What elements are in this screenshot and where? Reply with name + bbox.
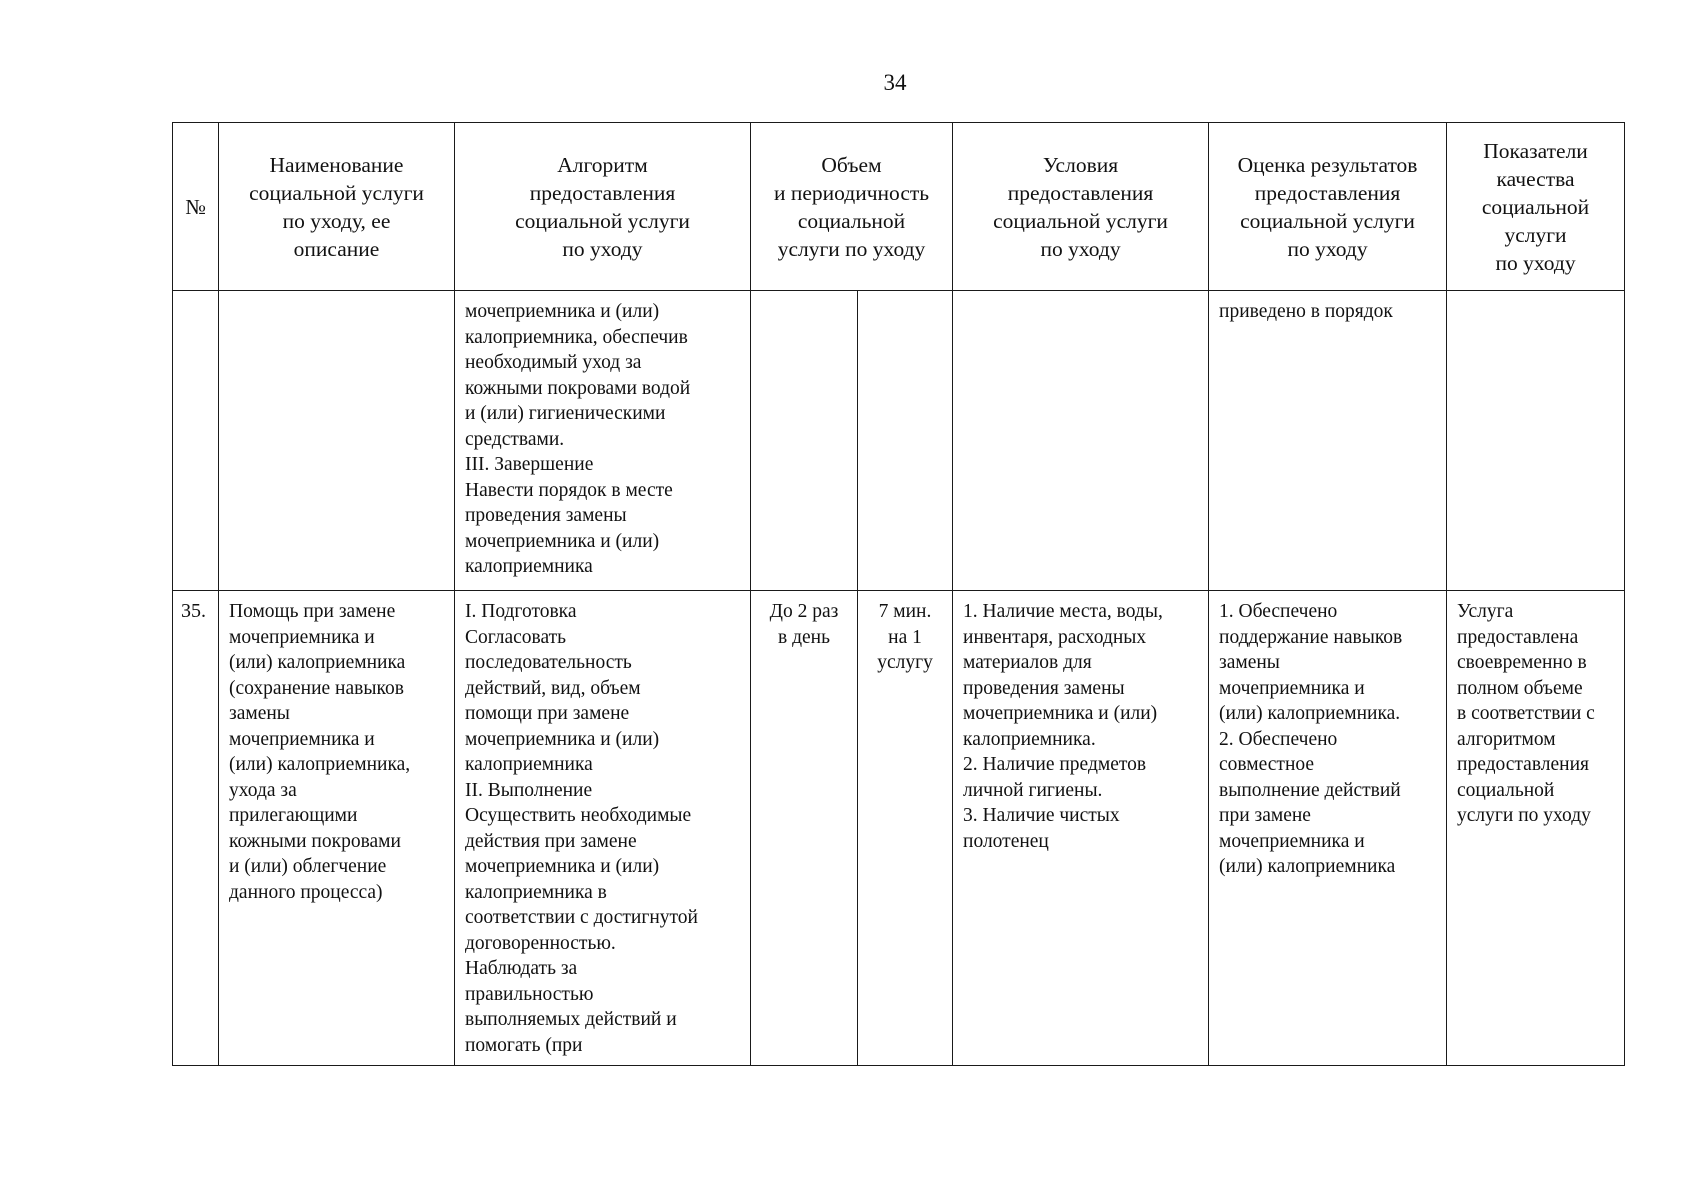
header-evaluation (1209, 123, 1447, 291)
cell-text-line: мочеприемника и (1219, 677, 1365, 699)
row35-name-cell (219, 591, 455, 1066)
cell-text-line: выполнение действий (1219, 779, 1401, 801)
cell-text-line: услуги (1504, 222, 1567, 247)
cont-quality-cell (1447, 291, 1625, 591)
cell-text-line: кожными покровами (229, 830, 401, 852)
cell-text-line: помогать (при (465, 1034, 583, 1056)
cell-text-line: описание (293, 236, 380, 261)
cell-text-line: Навести порядок в месте (465, 479, 673, 501)
table-row-35 (173, 591, 1625, 1066)
cell-text-line: мочеприемника и (229, 728, 375, 750)
cell-text-line: Показатели (1483, 138, 1588, 163)
cell-text-line: мочеприемника и (1219, 830, 1365, 852)
cell-text-line: I. Подготовка (465, 601, 577, 622)
cont-conditions-cell (953, 291, 1209, 591)
cell-text-line: Осуществить необходимые (465, 805, 692, 826)
cell-text-line: Помощь при замене (229, 601, 396, 622)
cell-text-line: мочеприемника и (229, 626, 375, 648)
cell-text-line: в день (778, 626, 830, 648)
cell-text-line: при замене (1219, 805, 1311, 826)
cell-text-line: мочеприемника и (или) (465, 856, 660, 877)
cell-text-line: (или) калоприемника (1219, 856, 1396, 877)
cell-text-line: полотенец (963, 830, 1049, 852)
row35-quality-cell (1447, 591, 1625, 1066)
row35-num-cell: 35. (173, 591, 219, 1066)
cell-text-line: средствами. (465, 428, 565, 450)
cell-text-line: по уходу (1287, 236, 1368, 261)
cell-text-line: социальной (797, 208, 906, 233)
cell-text-line: услугу (877, 652, 933, 673)
cell-text-line: (или) калоприемника. (1219, 703, 1401, 724)
services-table (172, 122, 1625, 1066)
cell-text-line: проведения замены (963, 677, 1125, 699)
cell-text-line: на 1 (888, 626, 922, 648)
cell-text-line: и периодичность (773, 180, 930, 205)
cell-text-line: предоставлена (1457, 626, 1579, 648)
cell-text-line: II. Выполнение (465, 779, 593, 801)
cell-text-line: приведено в порядок (1219, 301, 1393, 322)
cell-text-line: 7 мин. (878, 601, 932, 622)
cell-text-line: (или) калоприемника (229, 652, 406, 673)
cell-text-line: инвентаря, расходных (963, 626, 1147, 648)
cell-text-line: социальной (1457, 779, 1555, 801)
cont-evaluation-cell (1209, 291, 1447, 591)
cell-text-line: по уходу, ее (282, 208, 391, 233)
cell-text-line: ухода за (229, 779, 297, 801)
cell-text-line: выполняемых действий и (465, 1009, 677, 1030)
header-conditions (953, 123, 1209, 291)
cell-text-line: 2. Наличие предметов (963, 754, 1147, 775)
cont-name-cell (219, 291, 455, 591)
cell-text-line: прилегающими (229, 805, 358, 826)
header-volume-frequency (751, 123, 953, 291)
cell-text-line: калоприемника. (963, 728, 1096, 750)
cell-text-line: правильностью (465, 983, 594, 1005)
cell-text-line: Объем (821, 152, 882, 177)
cell-text-line: проведения замены (465, 505, 627, 526)
row35-frequency-cell (751, 591, 858, 1066)
cell-text-line: 1. Наличие места, воды, (963, 601, 1163, 622)
cell-text-line: Алгоритм (557, 152, 648, 177)
cell-text-line: помощи при замене (465, 703, 630, 724)
cell-text-line: Условия (1042, 152, 1119, 177)
row35-algorithm-cell (455, 591, 751, 1066)
cell-text-line: мочеприемника и (или) (465, 530, 660, 552)
row35-conditions-cell (953, 591, 1209, 1066)
cell-text-line: Оценка результатов (1237, 152, 1418, 177)
header-quality (1447, 123, 1625, 291)
header-algorithm (455, 123, 751, 291)
cell-text-line: мочеприемника и (или) (963, 703, 1158, 724)
cell-text-line: предоставления (1457, 754, 1590, 775)
cell-text-line: алгоритмом (1457, 728, 1556, 750)
cell-text-line: по уходу (1040, 236, 1121, 261)
cell-text-line: До 2 раз (769, 601, 839, 622)
cell-text-line: действий, вид, объем (465, 677, 641, 699)
cell-text-line: III. Завершение (465, 454, 594, 475)
cell-text-line: договоренностью. (465, 932, 616, 954)
cont-num-cell (173, 291, 219, 591)
cell-text-line: кожными покровами водой (465, 377, 691, 399)
cell-text-line: соответствии с достигнутой (465, 907, 698, 928)
cell-text-line: 3. Наличие чистых (963, 805, 1120, 826)
cell-text-line: и (или) облегчение (229, 856, 387, 877)
page-number: 34 (883, 70, 907, 95)
cell-text-line: социальной услуги (993, 208, 1168, 233)
header-row (173, 123, 1625, 291)
cont-algorithm-cell (455, 291, 751, 591)
row35-duration-cell (858, 591, 953, 1066)
cell-text-line: социальной услуги (1240, 208, 1415, 233)
cell-text-line: последовательность (465, 652, 632, 673)
cell-text-line: и (или) гигиеническими (465, 403, 666, 424)
cell-text-line: услуги по уходу (1457, 805, 1591, 826)
cell-text-line: по уходу (562, 236, 643, 261)
cell-text-line: Наблюдать за (465, 958, 578, 979)
cell-text-line: полном объеме (1457, 677, 1583, 699)
cell-text-line: калоприемника в (465, 881, 607, 903)
cell-text-line: данного процесса) (229, 881, 383, 903)
cell-text-line: предоставления (529, 180, 676, 205)
cell-text-line: (сохранение навыков (229, 677, 404, 699)
cell-text-line: услуги по уходу (777, 236, 926, 261)
header-number: № (173, 123, 219, 291)
cell-text-line: 2. Обеспечено (1219, 728, 1338, 750)
cell-text-line: социальной (1481, 194, 1590, 219)
cell-text-line: совместное (1219, 754, 1315, 775)
cell-text-line: материалов для (963, 652, 1092, 673)
cont-duration-cell (858, 291, 953, 591)
cell-text-line: качества (1496, 166, 1575, 191)
cell-text-line: калоприемника, обеспечив (465, 326, 688, 348)
row35-evaluation-cell (1209, 591, 1447, 1066)
cell-text-line: социальной услуги (515, 208, 690, 233)
table-row-continued (173, 291, 1625, 591)
cell-text-line: действия при замене (465, 830, 637, 852)
cell-text-line: необходимый уход за (465, 352, 642, 373)
cell-text-line: замены (229, 703, 290, 724)
cell-text-line: мочеприемника и (или) (465, 728, 660, 750)
cell-text-line: калоприемника (465, 754, 593, 775)
cell-text-line: 1. Обеспечено (1219, 601, 1338, 622)
cell-text-line: Согласовать (465, 626, 567, 648)
header-service-name (219, 123, 455, 291)
cell-text-line: мочеприемника и (или) (465, 301, 660, 322)
cell-text-line: по уходу (1495, 250, 1576, 275)
cell-text-line: (или) калоприемника, (229, 754, 411, 775)
cell-text-line: социальной услуги (249, 180, 424, 205)
cell-text-line: калоприемника (465, 556, 593, 577)
cell-text-line: личной гигиены. (963, 779, 1103, 801)
cont-frequency-cell (751, 291, 858, 591)
cell-text-line: Наименование (269, 152, 404, 177)
cell-text-line: Услуга (1457, 601, 1514, 622)
cell-text-line: замены (1219, 652, 1280, 673)
cell-text-line: своевременно в (1457, 652, 1587, 673)
cell-text-line: в соответствии с (1457, 703, 1595, 724)
cell-text-line: предоставления (1254, 180, 1401, 205)
cell-text-line: предоставления (1007, 180, 1154, 205)
cell-text-line: поддержание навыков (1219, 626, 1403, 648)
